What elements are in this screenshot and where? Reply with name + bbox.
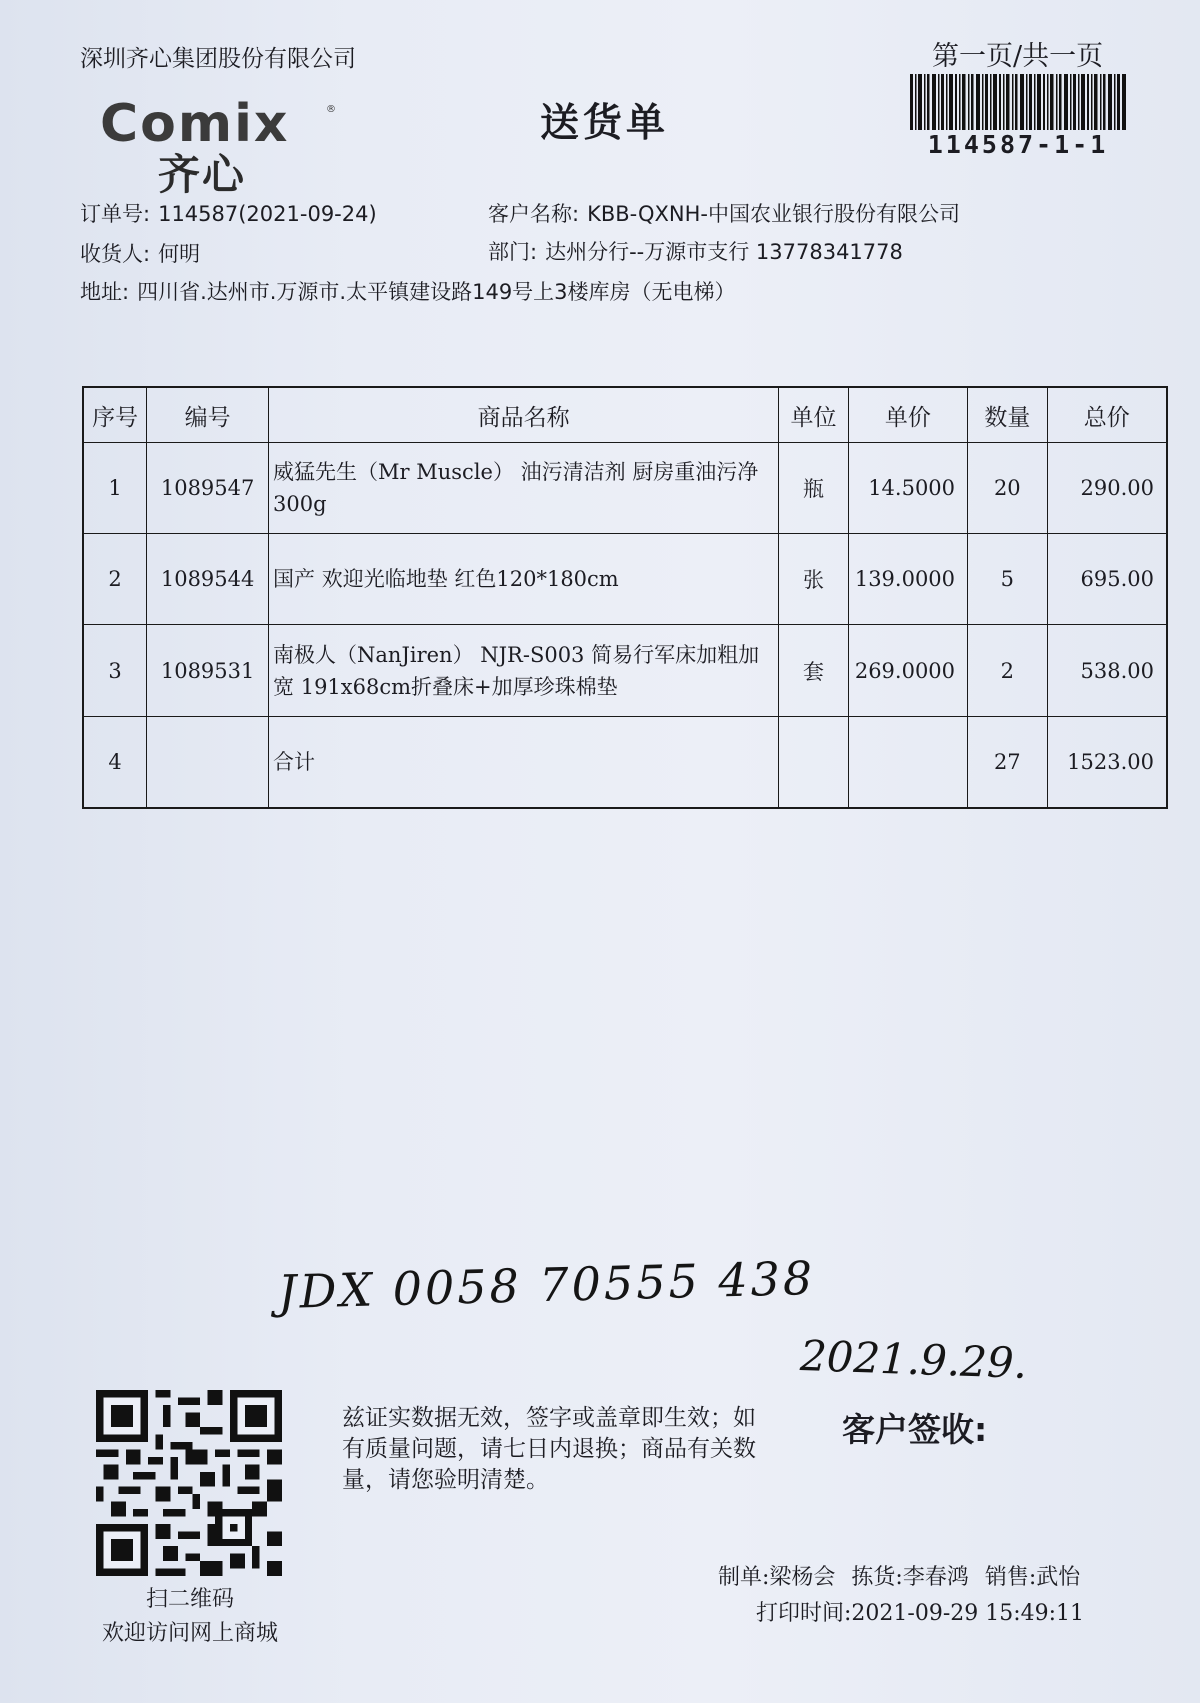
department-value: 达州分行--万源市支行 13778341778 <box>545 240 903 264</box>
cell-total: 1523.00 <box>1047 716 1167 808</box>
department <box>488 236 903 266</box>
cell-seq: 4 <box>83 716 147 808</box>
cell-code: 1089531 <box>147 625 269 716</box>
header-seq: 序号 <box>83 387 147 443</box>
cell-seq: 2 <box>83 534 147 625</box>
department-label: 部门: <box>488 240 538 264</box>
cell-total: 538.00 <box>1047 625 1167 716</box>
cell-quantity: 2 <box>968 625 1048 716</box>
table-row <box>83 534 1167 625</box>
header-unit-price: 单价 <box>848 387 967 443</box>
cell-unit-price: 139.0000 <box>848 534 967 625</box>
cell-unit-price <box>848 716 967 808</box>
customer-name <box>488 198 960 228</box>
cell-unit: 瓶 <box>779 443 849 534</box>
header-quantity: 数量 <box>968 387 1048 443</box>
cell-unit: 张 <box>779 534 849 625</box>
maker: 制单:梁杨会 <box>718 1565 836 1590</box>
staff-line <box>718 1560 1080 1591</box>
cell-product-name: 南极人（NanJiren） NJR-S003 简易行军床加粗加宽 191x68cm折叠床+加厚珍珠棉垫 <box>269 625 779 716</box>
customer-signature-label: 客户签收: <box>842 1410 988 1449</box>
comix-logo <box>100 94 340 199</box>
cell-quantity: 27 <box>968 716 1048 808</box>
cell-seq: 3 <box>83 625 147 716</box>
picker: 拣货:李春鸿 <box>851 1565 969 1590</box>
logo-registered-mark: ® <box>326 104 336 115</box>
customer-name-label: 客户名称: <box>488 202 580 226</box>
cell-quantity: 5 <box>968 534 1048 625</box>
cell-unit-price: 14.5000 <box>848 443 967 534</box>
header-code: 编号 <box>147 387 269 443</box>
document-title: 送货单 <box>540 101 670 146</box>
sales: 销售:武怡 <box>984 1565 1081 1590</box>
qr-code <box>96 1390 282 1576</box>
order-number-value: 114587(2021-09-24) <box>158 202 377 226</box>
table-row <box>83 625 1167 716</box>
notice-text: 兹证实数据无效，签字或盖章即生效；如有质量问题，请七日内退换；商品有关数量，请您验明清楚。 <box>342 1405 756 1493</box>
cell-code <box>147 716 269 808</box>
print-time: 打印时间:2021-09-29 15:49:11 <box>756 1601 1085 1626</box>
logo-chinese: 齐心 <box>158 150 247 199</box>
cell-product-name: 国产 欢迎光临地垫 红色120*180cm <box>269 534 779 625</box>
header-total: 总价 <box>1047 387 1167 443</box>
handwritten-sign-date: 2021.9.29. <box>799 1331 1028 1388</box>
cell-total: 290.00 <box>1047 443 1167 534</box>
cell-seq: 1 <box>83 443 147 534</box>
cell-code: 1089544 <box>147 534 269 625</box>
cell-total: 695.00 <box>1047 534 1167 625</box>
cell-total-label: 合计 <box>269 716 779 808</box>
cell-product-name: 威猛先生（Mr Muscle） 油污清洁剂 厨房重油污净 300g <box>269 443 779 534</box>
header-product-name: 商品名称 <box>269 387 779 443</box>
cell-code: 1089547 <box>147 443 269 534</box>
barcode <box>910 74 1126 130</box>
qr-caption-scan: 扫二维码 <box>145 1587 234 1612</box>
qr-caption-visit: 欢迎访问网上商城 <box>101 1621 278 1646</box>
cell-unit <box>779 716 849 808</box>
company-name: 深圳齐心集团股份有限公司 <box>80 46 356 72</box>
cell-unit: 套 <box>779 625 849 716</box>
address-value: 四川省.达州市.万源市.太平镇建设路149号上3楼库房（无电梯） <box>137 280 736 304</box>
cell-unit-price: 269.0000 <box>848 625 967 716</box>
receiver <box>80 238 200 268</box>
cell-quantity: 20 <box>968 443 1048 534</box>
barcode-number: 114587-1-1 <box>927 130 1109 159</box>
table-row <box>83 443 1167 534</box>
address-label: 地址: <box>80 280 130 304</box>
order-number <box>80 198 377 228</box>
handwritten-tracking-number: JDX 0058 70555 438 <box>277 1250 816 1320</box>
header-unit: 单位 <box>779 387 849 443</box>
address <box>80 276 736 306</box>
receiver-value: 何明 <box>158 242 201 266</box>
items-table <box>82 386 1168 809</box>
customer-name-value: KBB-QXNH-中国农业银行股份有限公司 <box>587 202 961 226</box>
order-number-label: 订单号: <box>80 202 151 226</box>
page-indicator: 第一页/共一页 <box>932 41 1104 72</box>
table-header-row <box>83 387 1167 443</box>
logo-wordmark: Comix <box>100 94 290 154</box>
table-row-total <box>83 716 1167 808</box>
receiver-label: 收货人: <box>80 242 151 266</box>
